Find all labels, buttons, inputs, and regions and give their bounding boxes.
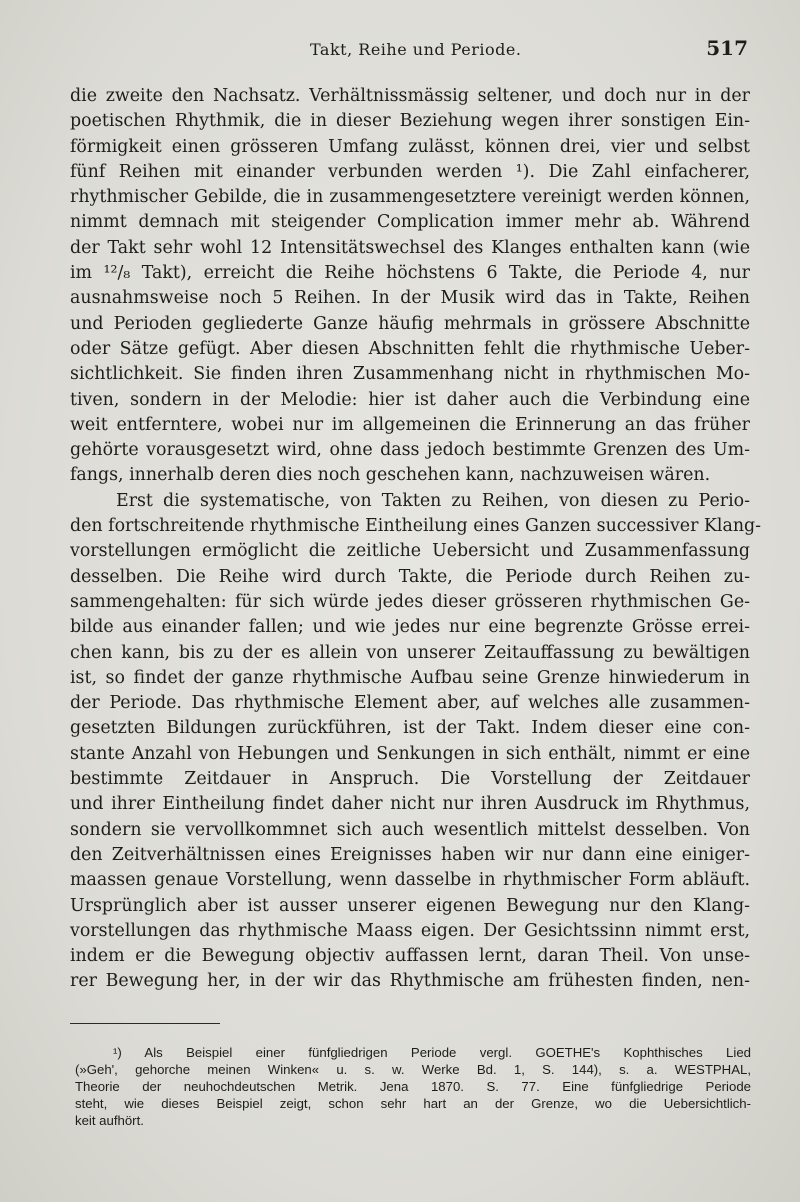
text-line: im ¹²/₈ Takt), erreicht die Reihe höchstens 6 Takte, die Periode 4, nur xyxy=(70,263,750,284)
text-line: indem er die Bewegung objectiv auffassen lernt, daran Theil. Von unse- xyxy=(70,946,750,967)
text-line: ausnahmsweise noch 5 Reihen. In der Musik wird das in Takte, Reihen xyxy=(70,288,750,309)
paragraph-start-line: Erst die systematische, von Takten zu Reihen, von diesen zu Perio- xyxy=(116,490,750,511)
text-line: der Takt sehr wohl 12 Intensitätswechsel des Klanges enthalten kann (wie xyxy=(70,237,750,258)
text-line: nimmt demnach mit steigender Complication immer mehr ab. Während xyxy=(70,212,750,233)
text-line: bilde aus einander fallen; und wie jedes nur eine begrenzte Grösse errei- xyxy=(70,617,750,638)
body-text xyxy=(70,84,762,995)
text-line: und Perioden gegliederte Ganze häufig mehrmals in grössere Abschnitte xyxy=(70,313,750,334)
text-line: rhythmischer Gebilde, die in zusammengesetztere vereinigt werden können, xyxy=(70,187,750,208)
text-line: desselben. Die Reihe wird durch Takte, die Periode durch Reihen zu- xyxy=(70,566,750,587)
running-title: Takt, Reihe und Periode. xyxy=(310,40,522,59)
text-line: weit entferntere, wobei nur im allgemeinen die Erinnerung an das früher xyxy=(70,414,750,435)
text-line: rer Bewegung her, in der wir das Rhythmische am frühesten finden, nen- xyxy=(70,971,750,992)
footnote-line: steht, wie dieses Beispiel zeigt, schon sehr hart an der Grenze, wo die Uebersichtlich- xyxy=(75,1096,751,1111)
footnote-divider xyxy=(70,1023,220,1024)
text-line: sondern sie vervollkommnet sich auch wesentlich mittelst desselben. Von xyxy=(70,819,750,840)
text-line: fünf Reihen mit einander verbunden werden ¹). Die Zahl einfacherer, xyxy=(70,161,750,182)
footnote-line: (»Geh', gehorche meinen Winken« u. s. w. Werke Bd. 1, S. 144), s. a. WESTPHAL, xyxy=(75,1062,751,1077)
text-line: die zweite den Nachsatz. Verhältnissmässig seltener, und doch nur in der xyxy=(70,86,750,106)
footnote-line: ¹) Als Beispiel einer fünfgliedrigen Periode vergl. GOETHE's Kophthisches Lied xyxy=(113,1045,751,1060)
text-line: stante Anzahl von Hebungen und Senkungen in sich enthält, nimmt er eine xyxy=(70,743,750,764)
text-line: und ihrer Eintheilung findet daher nicht nur ihren Ausdruck im Rhythmus, xyxy=(70,794,750,815)
text-line: tiven, sondern in der Melodie: hier ist daher auch die Verbindung eine xyxy=(70,389,750,410)
text-line: oder Sätze gefügt. Aber diesen Abschnitten fehlt die rhythmische Ueber- xyxy=(70,338,750,359)
text-line: gesetzten Bildungen zurückführen, ist der Takt. Indem dieser eine con- xyxy=(70,718,750,739)
text-line: ist, so findet der ganze rhythmische Aufbau seine Grenze hinwiederum in xyxy=(70,667,750,688)
text-line: gehörte vorausgesetzt wird, ohne dass jedoch bestimmte Grenzen des Um- xyxy=(70,440,750,461)
text-line: Ursprünglich aber ist ausser unserer eigenen Bewegung nur den Klang- xyxy=(70,895,750,916)
text-line: bestimmte Zeitdauer in Anspruch. Die Vorstellung der Zeitdauer xyxy=(70,769,750,790)
page-header xyxy=(70,36,760,66)
footnote-line: keit aufhört. xyxy=(75,1113,144,1128)
text-line: sichtlichkeit. Sie finden ihren Zusammenhang nicht in rhythmischen Mo- xyxy=(70,364,750,385)
text-line: sammengehalten: für sich würde jedes dieser grösseren rhythmischen Ge- xyxy=(70,591,750,612)
text-line: vorstellungen ermöglicht die zeitliche Uebersicht und Zusammenfassung xyxy=(70,541,750,562)
footnotes xyxy=(75,1044,751,1129)
text-line: poetischen Rhythmik, die in dieser Beziehung wegen ihrer sonstigen Ein- xyxy=(70,111,750,132)
footnote-line: Theorie der neuhochdeutschen Metrik. Jena 1870. S. 77. Eine fünfgliedrige Periode xyxy=(75,1079,751,1094)
text-line: maassen genaue Vorstellung, wenn dasselbe in rhythmischer Form abläuft. xyxy=(70,870,750,891)
text-line: der Periode. Das rhythmische Element aber, auf welches alle zusammen- xyxy=(70,693,750,714)
text-line: den Zeitverhältnissen eines Ereignisses haben wir nur dann eine einiger- xyxy=(70,844,750,865)
page-number: 517 xyxy=(706,36,748,60)
text-line: chen kann, bis zu der es allein von unserer Zeitauffassung zu bewältigen xyxy=(70,642,750,663)
text-line: förmigkeit einen grösseren Umfang zulässt, können drei, vier und selbst xyxy=(70,136,750,157)
text-line: den fortschreitende rhythmische Eintheilung eines Ganzen successiver Klang- xyxy=(70,516,762,537)
text-line: fangs, innerhalb deren dies noch geschehen kann, nachzuweisen wären. xyxy=(70,465,711,486)
text-line: vorstellungen das rhythmische Maass eigen. Der Gesichtssinn nimmt erst, xyxy=(70,920,750,941)
